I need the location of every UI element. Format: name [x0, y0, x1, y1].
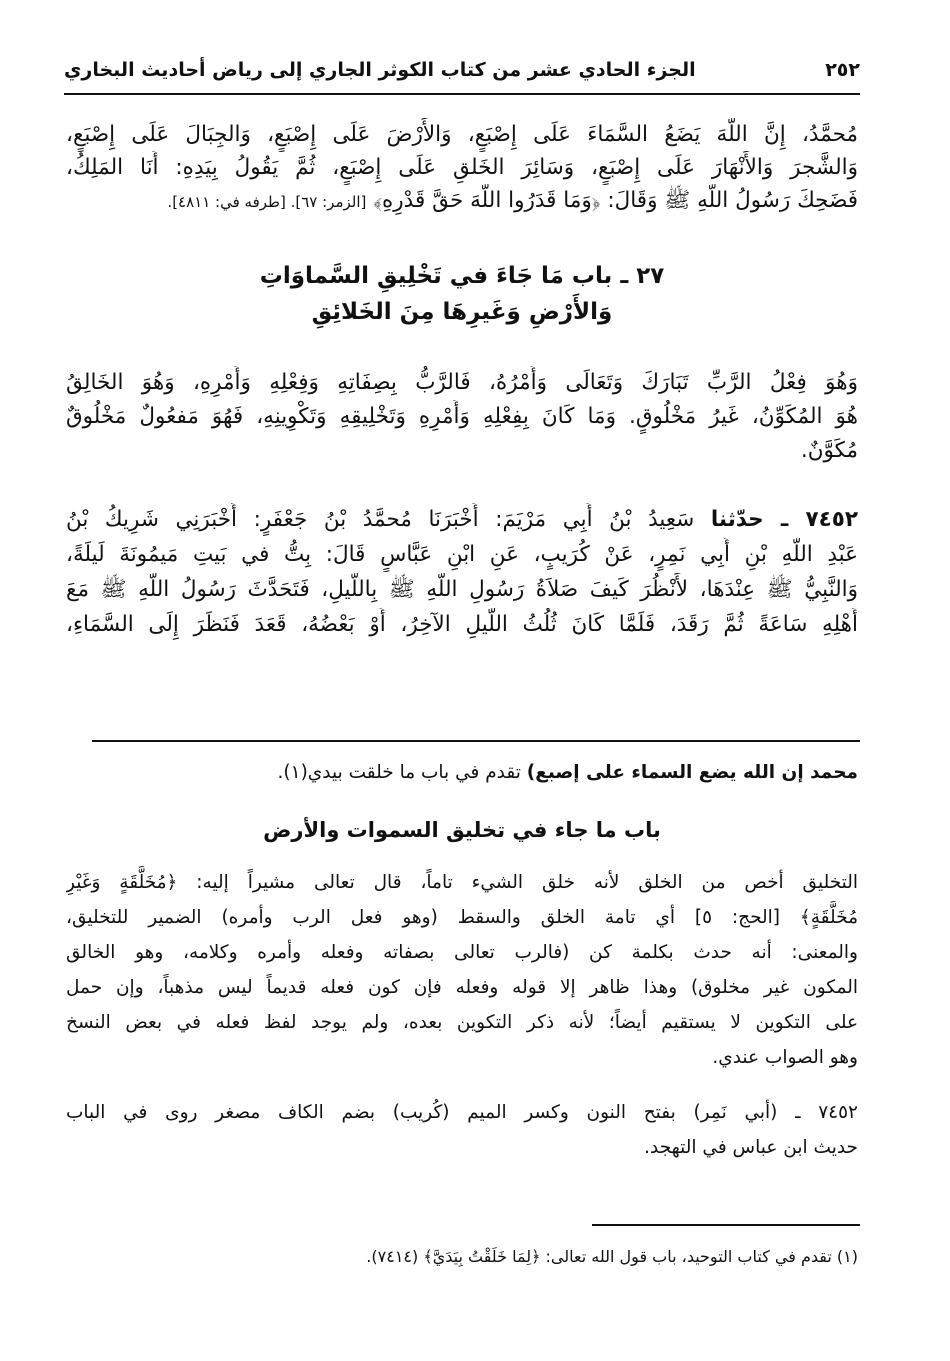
header-rule	[64, 93, 860, 95]
hadith-line: أَهْلِهِ سَاعَةً ثُمَّ رَقَدَ، فَلَمَّا كَانَ ثُلُثُ اللَّيلِ الآخِرُ، أَوْ بَعْضُهُ، قَعَدَ فَنَظَرَ إِلَى السَّمَاءِ،	[66, 612, 858, 637]
text-line: مُكَوَّنٌ.	[800, 438, 858, 463]
hadith-number: ٧٤٥٢ ـ حدّثنا	[710, 507, 858, 532]
commentary-line: حديث ابن عباس في التهجد.	[644, 1137, 858, 1158]
hadith-line	[66, 503, 858, 537]
chapter-heading: وَالأَرْضِ وَغَيرِهَا مِنَ الخَلائِقِ	[311, 299, 613, 325]
hadith-line: وَالنَّبِيُّ ﷺ عِنْدَهَا، لأَنْظُرَ كَيفَ صَلاَةُ رَسُولِ اللَّهِ ﷺ بِاللَّيلِ، فَتَحَدَّثَ رَسُولُ اللَّهِ ﷺ مَعَ	[66, 577, 858, 602]
text-line-body: فَضَحِكَ رَسُولُ اللَّهِ ﷺ وَقَالَ: ﴿وَمَا قَدَرُوا اللَّهَ حَقَّ قَدْرِهِ﴾	[373, 188, 858, 213]
commentary-line: على التكوين لا يستقيم أيضاً؛ لأنه ذكر التكوين بعده، ولم يوجد لفظ فعله في بعض النسخ	[66, 1012, 858, 1033]
commentary-line: وهو الصواب عندي.	[712, 1047, 858, 1068]
footnote: (١) تقدم في كتاب التوحيد، باب قول الله تعالى: ﴿لِمَا خَلَقْتُ بِيَدَيَّ﴾ (٧٤١٤).	[366, 1247, 858, 1266]
commentary-line	[66, 756, 858, 790]
text-line: مُحمَّدُ، إِنَّ اللَّهَ يَضَعُ السَّمَاءَ عَلَى إِصْبَعٍ، وَالأَرْضَ عَلَى إِصْبَعٍ، وَالجِبَالَ عَلَى إِصْبَعٍ،	[66, 122, 858, 147]
hadith-text: سَعِيدُ بْنُ أَبِي مَرْيَمَ: أَخْبَرَنَا مُحمَّدُ بْنُ جَعْفَرٍ: أَخْبَرَنِي شَرِيكُ بْنُ	[66, 507, 695, 532]
hadith-line: عَبْدِ اللَّهِ بْنِ أَبِي نَمِرٍ، عَنْ كُرَيبٍ، عَنِ ابْنِ عَبَّاسٍ قَالَ: بِتُّ في بَيتِ مَيمُونَةَ لَيلَةً،	[66, 542, 858, 567]
commentary-line: التخليق أخص من الخلق لأنه خلق الشيء تاماً، قال تعالى مشيراً إليه: ﴿مُخَلَّقَةٍ وَغَيْرِ	[66, 872, 858, 893]
commentary-line: ٧٤٥٢ ـ (أبي نَمِر) بفتح النون وكسر الميم (كُريب) بضم الكاف مصغر روى في الباب	[66, 1102, 858, 1123]
commentary-rule	[92, 740, 860, 742]
commentary-line: المكون غير مخلوق) وهذا ظاهر إلا قوله وفعله فإن كون فعله قديماً ليس مذهباً، وإن حمل	[66, 977, 858, 998]
commentary-lemma: محمد إن الله يضع السماء على إصبع)	[526, 762, 858, 783]
text-line: وَالشَّجرَ وَالأَنْهَارَ عَلَى إِصْبَعٍ، وَسَائِرَ الخَلقِ عَلَى إِصْبَعٍ، ثُمَّ يَقُولُ بِيَدِهِ: أَنَا المَلِكُ،	[66, 155, 858, 180]
running-title: الجزء الحادي عشر من كتاب الكوثر الجاري إلى رياض أحاديث البخاري	[64, 59, 696, 81]
commentary-line: مُخَلَّقَةٍ﴾ [الحج: ٥] أي تامة الخلق والسقط (وهو فعل الرب وأمره) الضمير للتخليق،	[66, 907, 858, 928]
text-line	[66, 184, 858, 219]
commentary-heading: باب ما جاء في تخليق السموات والأرض	[263, 818, 661, 842]
running-header	[64, 52, 860, 88]
quran-reference: [الزمر: ٦٧]. [طرفه في: ٤٨١١].	[167, 193, 367, 211]
commentary-line: والمعنى: أنه حدث بكلمة كن (فالرب تعالى بصفاته وفعله وأمره وكلامه، وهو الخالق	[66, 942, 858, 963]
commentary-text: تقدم في باب ما خلقت بيدي(١).	[277, 762, 521, 783]
chapter-heading: ٢٧ ـ باب مَا جَاءَ في تَخْلِيقِ السَّماوَاتِ	[259, 263, 665, 289]
text-line: وَهُوَ فِعْلُ الرَّبِّ تَبَارَكَ وَتَعَالَى وَأَمْرُهُ، فَالرَّبُّ بِصِفَاتِهِ وَفِعْلِهِ وَأَمْرِهِ، وَهُوَ الخَالِقُ	[66, 370, 858, 395]
page-number: ٢٥٢	[825, 59, 860, 81]
footnote-rule	[592, 1224, 860, 1226]
text-line: هُوَ المُكَوِّنُ، غَيرُ مَخْلُوقٍ. وَمَا كَانَ بِفِعْلِهِ وَأَمْرِهِ وَتَخْلِيقِهِ وَتَكْوِينِهِ، فَهُوَ مَفعُولٌ مَخْلُوقٌ	[66, 404, 858, 429]
